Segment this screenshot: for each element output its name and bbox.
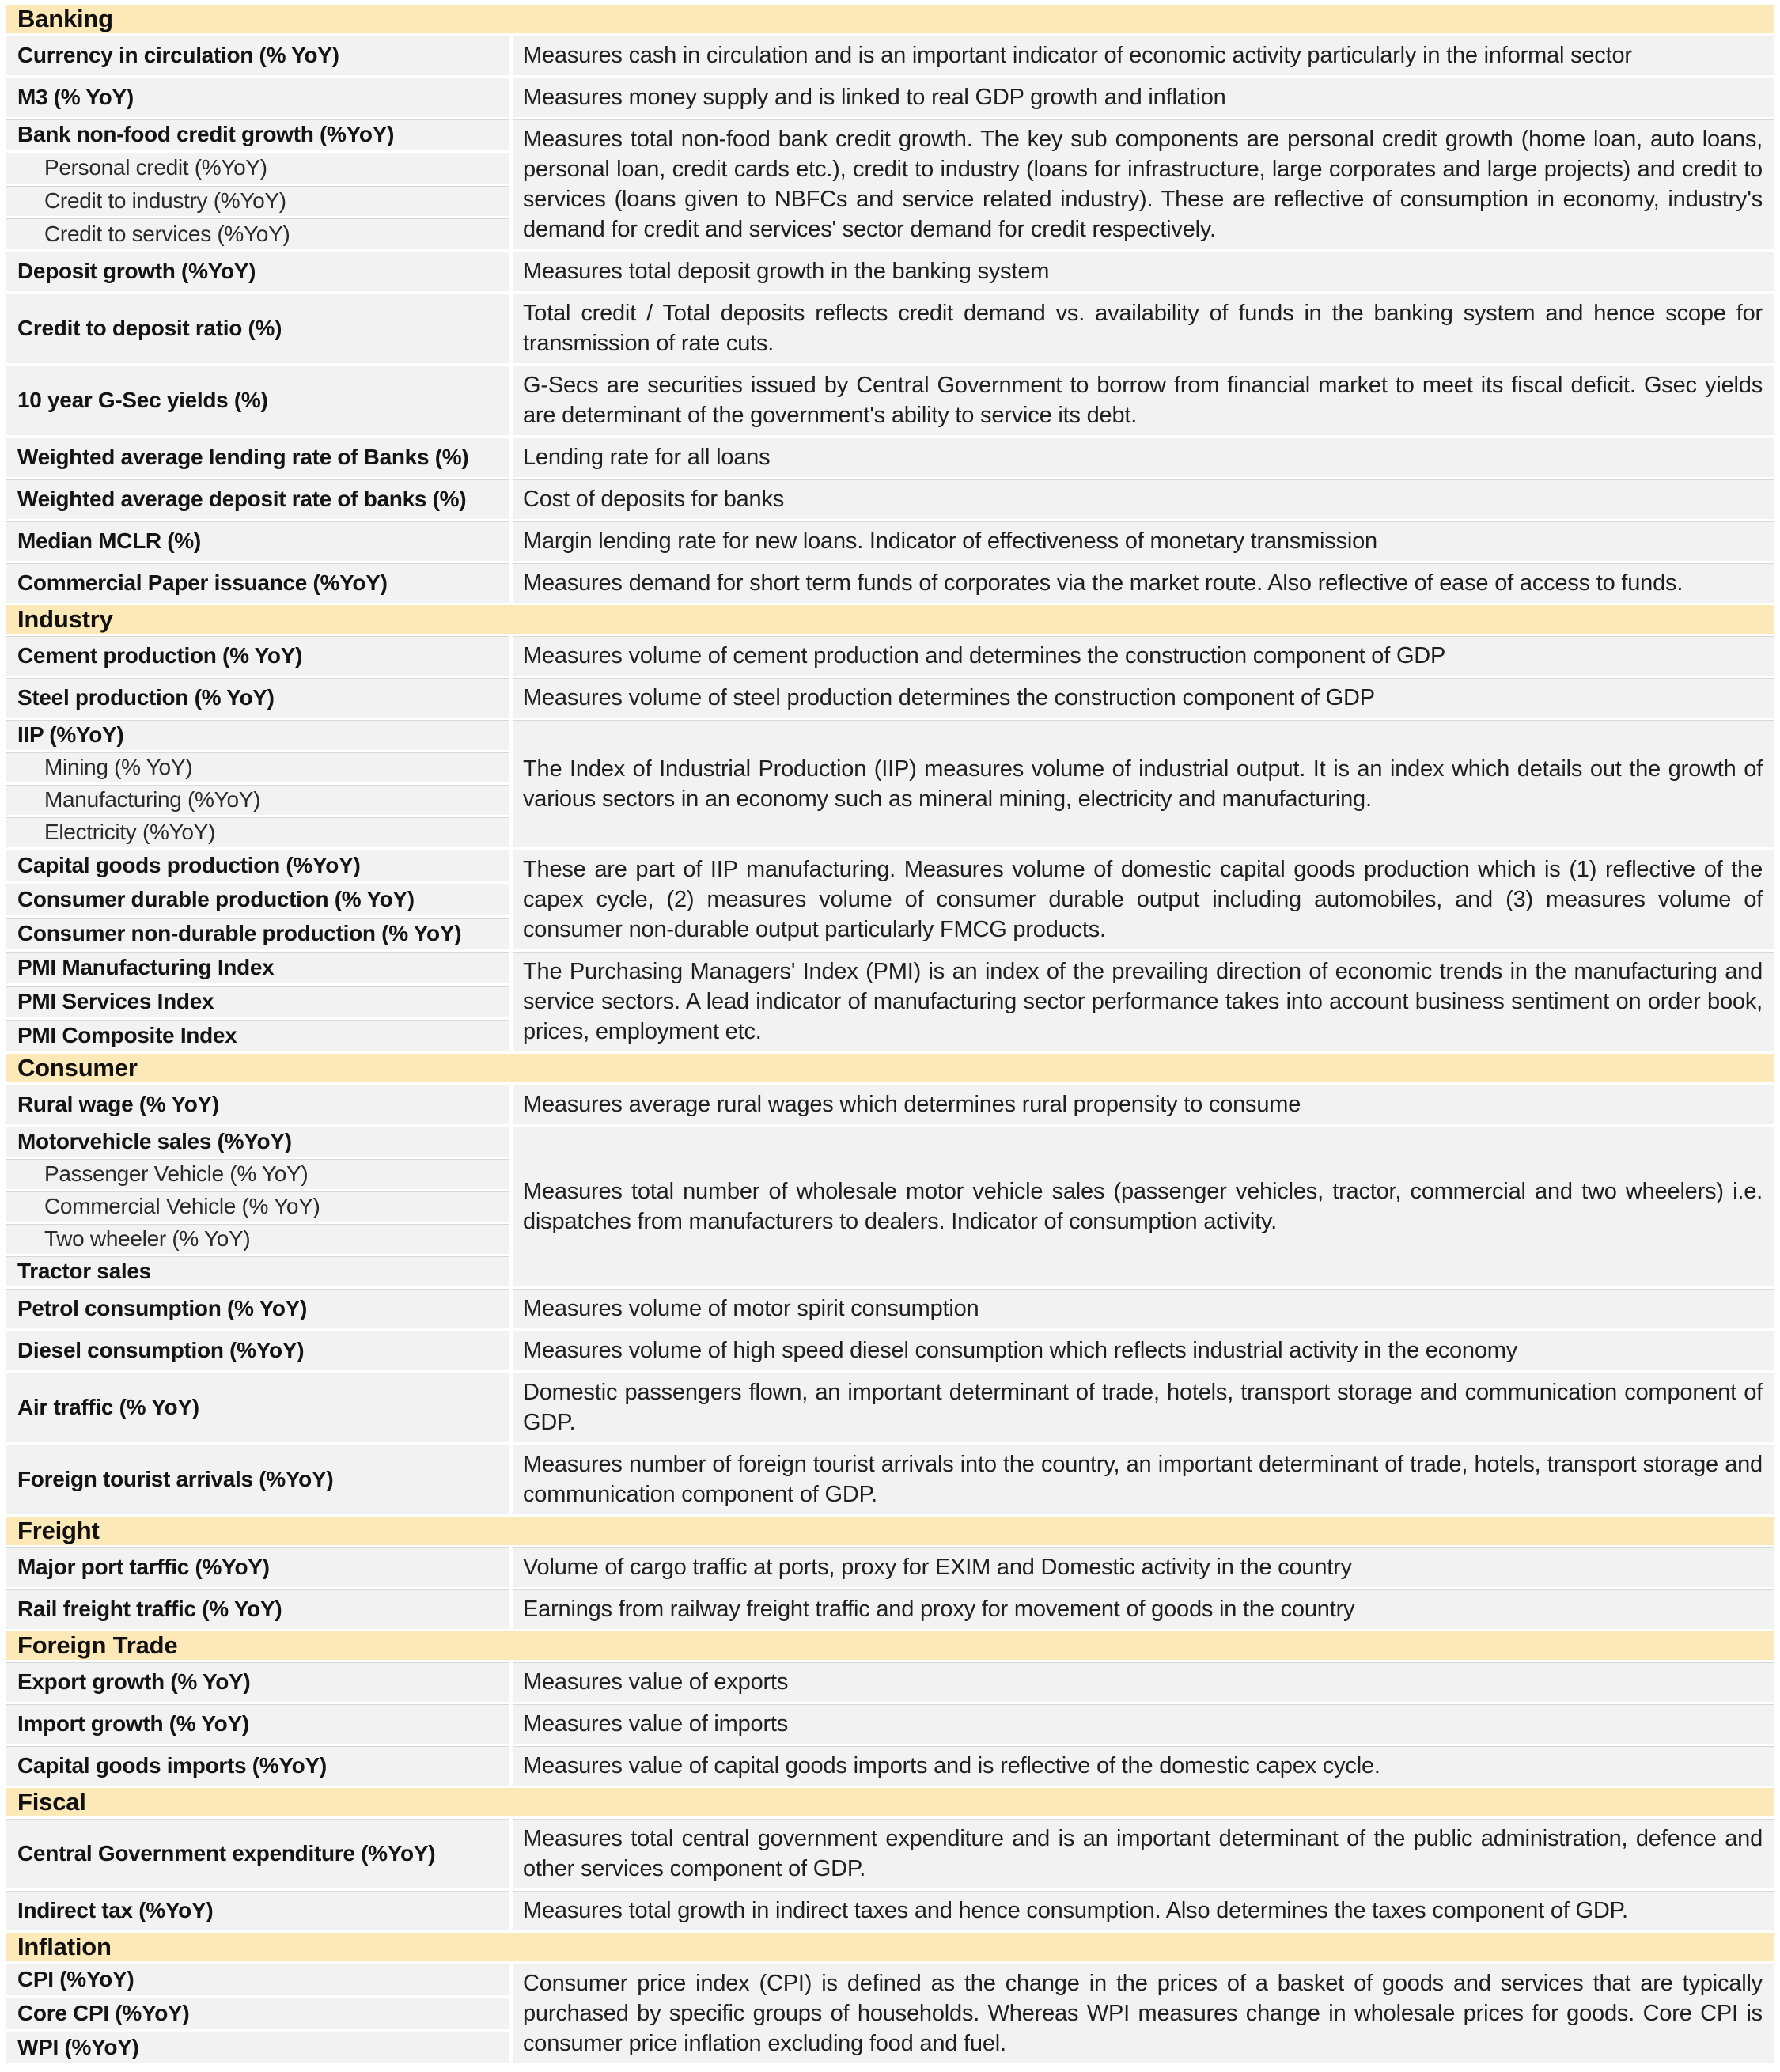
indicator-label: Air traffic (% YoY) — [6, 1373, 509, 1445]
indicator-group — [6, 563, 1774, 605]
indicator-label-column — [6, 1662, 513, 1704]
indicator-description: Measures number of foreign tourist arrivals into the country, an important determinant of trade, hotels, transport storage and communication component of GDP. — [513, 1445, 1774, 1517]
indicator-description: The Purchasing Managers' Index (PMI) is an index of the prevailing direction of economic trends in the manufacturing and service sectors. A lead indicator of manufacturing sector performance takes into account business sentiment on order book, prices, employment etc. — [513, 952, 1774, 1054]
indicator-group — [6, 850, 1774, 952]
section-header-banking: Banking — [6, 5, 1774, 36]
indicator-group — [6, 521, 1774, 563]
indicator-label-column — [6, 1589, 513, 1631]
indicator-label-column — [6, 36, 513, 78]
indicator-description: Consumer price index (CPI) is defined as the change in the prices of a basket of goods and services that are typically purchased by specific groups of households. Whereas WPI measures change in wholesale prices for goods. Core CPI is consumer price inflation excluding food and fuel. — [513, 1964, 1774, 2066]
indicator-label: Median MCLR (%) — [6, 521, 509, 563]
indicator-description: Lending rate for all loans — [513, 438, 1774, 479]
indicator-label-column — [6, 1964, 513, 2066]
indicator-label: Bank non-food credit growth (%YoY) — [6, 119, 509, 153]
indicator-description: Measures volume of motor spirit consumption — [513, 1289, 1774, 1331]
indicator-label: Cement production (% YoY) — [6, 636, 509, 678]
indicator-description: The Index of Industrial Production (IIP) measures volume of industrial output. It is an index which details out the growth of various sectors in an economy such as mineral mining, electricity and manufacturing. — [513, 720, 1774, 850]
indicator-description: Total credit / Total deposits reflects credit demand vs. availability of funds in the banking system and hence scope for transmission of rate cuts. — [513, 294, 1774, 366]
indicator-label-column — [6, 119, 513, 252]
indicator-label: PMI Manufacturing Index — [6, 952, 509, 986]
indicator-label: Weighted average deposit rate of banks (%) — [6, 479, 509, 521]
indicator-label: WPI (%YoY) — [6, 2032, 509, 2066]
indicator-label: Motorvehicle sales (%YoY) — [6, 1127, 509, 1159]
indicator-label: Import growth (% YoY) — [6, 1704, 509, 1746]
indicator-group — [6, 36, 1774, 78]
indicator-label: Steel production (% YoY) — [6, 678, 509, 720]
indicator-label: Central Government expenditure (%YoY) — [6, 1819, 509, 1891]
indicator-label: Credit to industry (%YoY) — [6, 186, 509, 219]
indicator-label: M3 (% YoY) — [6, 78, 509, 119]
indicator-group — [6, 1819, 1774, 1891]
indicator-group — [6, 1547, 1774, 1589]
indicator-label: 10 year G-Sec yields (%) — [6, 366, 509, 438]
indicator-label-column — [6, 1819, 513, 1891]
indicator-label: Foreign tourist arrivals (%YoY) — [6, 1445, 509, 1517]
indicator-label: Currency in circulation (% YoY) — [6, 36, 509, 78]
indicator-group — [6, 1891, 1774, 1933]
indicator-group — [6, 678, 1774, 720]
indicator-label-column — [6, 850, 513, 952]
indicator-label: CPI (%YoY) — [6, 1964, 509, 1998]
indicator-label-column — [6, 1746, 513, 1788]
indicator-group — [6, 479, 1774, 521]
indicator-label: Credit to services (%YoY) — [6, 218, 509, 252]
indicator-group — [6, 1589, 1774, 1631]
indicator-description: Measures total number of wholesale motor vehicle sales (passenger vehicles, tractor, commercial and two wheelers) i.e. dispatches from manufacturers to dealers. Indicator of consumption activity. — [513, 1127, 1774, 1289]
indicator-group — [6, 1331, 1774, 1373]
indicator-label-column — [6, 1127, 513, 1289]
indicator-group — [6, 1445, 1774, 1517]
indicator-label-column — [6, 1547, 513, 1589]
indicator-description: Domestic passengers flown, an important determinant of trade, hotels, transport storage and communication component of GDP. — [513, 1373, 1774, 1445]
indicator-label-column — [6, 366, 513, 438]
indicator-label: Electricity (%YoY) — [6, 817, 509, 850]
indicator-group — [6, 952, 1774, 1054]
indicator-group — [6, 1289, 1774, 1331]
indicator-label: Petrol consumption (% YoY) — [6, 1289, 509, 1331]
indicator-label: Mining (% YoY) — [6, 752, 509, 785]
indicator-description: Measures total growth in indirect taxes and hence consumption. Also determines the taxes component of GDP. — [513, 1891, 1774, 1933]
indicator-description: Measures volume of cement production and determines the construction component of GDP — [513, 636, 1774, 678]
indicator-description: Measures demand for short term funds of corporates via the market route. Also reflective of ease of access to funds. — [513, 563, 1774, 605]
indicator-group — [6, 1085, 1774, 1127]
indicator-label-column — [6, 294, 513, 366]
indicator-group — [6, 252, 1774, 294]
indicator-label: Capital goods production (%YoY) — [6, 850, 509, 884]
indicator-label: Credit to deposit ratio (%) — [6, 294, 509, 366]
indicator-description: Measures cash in circulation and is an important indicator of economic activity particularly in the informal sector — [513, 36, 1774, 78]
indicator-label: Consumer non-durable production (% YoY) — [6, 918, 509, 952]
indicator-label: PMI Composite Index — [6, 1020, 509, 1054]
indicator-description: Measures total deposit growth in the banking system — [513, 252, 1774, 294]
section-header-inflation: Inflation — [6, 1933, 1774, 1964]
indicator-group — [6, 294, 1774, 366]
indicator-description: These are part of IIP manufacturing. Measures volume of domestic capital goods production which is (1) reflective of the capex cycle, (2) measures volume of consumer durable output including automobiles, and (3) measures volume of consumer non-durable output particularly FMCG products. — [513, 850, 1774, 952]
indicator-label-column — [6, 1331, 513, 1373]
indicator-group — [6, 636, 1774, 678]
indicator-group — [6, 1746, 1774, 1788]
indicator-label: Commercial Vehicle (% YoY) — [6, 1191, 509, 1224]
indicator-description: Volume of cargo traffic at ports, proxy for EXIM and Domestic activity in the country — [513, 1547, 1774, 1589]
indicator-label: Manufacturing (%YoY) — [6, 785, 509, 817]
indicator-label-column — [6, 438, 513, 479]
indicator-description: Measures volume of steel production determines the construction component of GDP — [513, 678, 1774, 720]
indicator-label-column — [6, 1704, 513, 1746]
indicator-label-column — [6, 678, 513, 720]
indicator-group — [6, 78, 1774, 119]
indicator-group — [6, 366, 1774, 438]
indicator-label-column — [6, 1085, 513, 1127]
indicator-label-column — [6, 1289, 513, 1331]
indicator-label-column — [6, 521, 513, 563]
indicator-group — [6, 119, 1774, 252]
indicator-label-column — [6, 563, 513, 605]
indicator-label: Deposit growth (%YoY) — [6, 252, 509, 294]
indicator-description: Measures total central government expenditure and is an important determinant of the public administration, defence and other services component of GDP. — [513, 1819, 1774, 1891]
indicator-description: Measures value of exports — [513, 1662, 1774, 1704]
section-header-freight: Freight — [6, 1517, 1774, 1547]
indicator-label-column — [6, 1373, 513, 1445]
indicator-label: Personal credit (%YoY) — [6, 153, 509, 186]
indicator-label: Rail freight traffic (% YoY) — [6, 1589, 509, 1631]
indicator-label: Core CPI (%YoY) — [6, 1998, 509, 2032]
indicator-label: Weighted average lending rate of Banks (%) — [6, 438, 509, 479]
indicator-description: Measures volume of high speed diesel consumption which reflects industrial activity in the economy — [513, 1331, 1774, 1373]
indicator-label: Indirect tax (%YoY) — [6, 1891, 509, 1933]
indicator-group — [6, 720, 1774, 850]
section-header-consumer: Consumer — [6, 1054, 1774, 1085]
indicator-label: IIP (%YoY) — [6, 720, 509, 752]
indicator-group — [6, 1373, 1774, 1445]
indicator-description: Measures average rural wages which determines rural propensity to consume — [513, 1085, 1774, 1127]
indicator-label: Consumer durable production (% YoY) — [6, 884, 509, 918]
indicator-label: Major port tarffic (%YoY) — [6, 1547, 509, 1589]
indicator-description: Margin lending rate for new loans. Indicator of effectiveness of monetary transmission — [513, 521, 1774, 563]
indicator-label-column — [6, 479, 513, 521]
indicator-description: Measures value of imports — [513, 1704, 1774, 1746]
indicator-label: Commercial Paper issuance (%YoY) — [6, 563, 509, 605]
indicator-label: Rural wage (% YoY) — [6, 1085, 509, 1127]
section-header-fiscal: Fiscal — [6, 1788, 1774, 1819]
indicator-description: Measures money supply and is linked to real GDP growth and inflation — [513, 78, 1774, 119]
indicator-description: Earnings from railway freight traffic and proxy for movement of goods in the country — [513, 1589, 1774, 1631]
indicator-label: Capital goods imports (%YoY) — [6, 1746, 509, 1788]
indicator-group — [6, 1704, 1774, 1746]
indicator-description: Measures value of capital goods imports and is reflective of the domestic capex cycle. — [513, 1746, 1774, 1788]
indicator-description: Cost of deposits for banks — [513, 479, 1774, 521]
section-header-foreign-trade: Foreign Trade — [6, 1631, 1774, 1662]
indicator-label: Two wheeler (% YoY) — [6, 1224, 509, 1256]
indicator-description: Measures total non-food bank credit growth. The key sub components are personal credit growth (home loan, auto loans, personal loan, credit cards etc.), credit to industry (loans for infrastructure, large corporates and large projects) and credit to services (loans given to NBFCs and service related industry). These are reflective of consumption in economy, industry's demand for credit and services' sector demand for credit respectively. — [513, 119, 1774, 252]
section-header-industry: Industry — [6, 605, 1774, 636]
indicator-group — [6, 1127, 1774, 1289]
indicator-label-column — [6, 1891, 513, 1933]
indicator-label-column — [6, 952, 513, 1054]
indicator-label-column — [6, 78, 513, 119]
indicator-label: Tractor sales — [6, 1256, 509, 1289]
indicator-label: Passenger Vehicle (% YoY) — [6, 1159, 509, 1191]
indicator-group — [6, 1964, 1774, 2066]
indicator-label-column — [6, 252, 513, 294]
indicator-group — [6, 1662, 1774, 1704]
indicator-group — [6, 438, 1774, 479]
indicator-label-column — [6, 720, 513, 850]
indicator-label: PMI Services Index — [6, 986, 509, 1020]
indicator-label: Diesel consumption (%YoY) — [6, 1331, 509, 1373]
indicator-label: Export growth (% YoY) — [6, 1662, 509, 1704]
indicator-description: G-Secs are securities issued by Central Government to borrow from financial market to meet its fiscal deficit. Gsec yields are determinant of the government's ability to service its debt. — [513, 366, 1774, 438]
indicator-label-column — [6, 1445, 513, 1517]
indicator-label-column — [6, 636, 513, 678]
